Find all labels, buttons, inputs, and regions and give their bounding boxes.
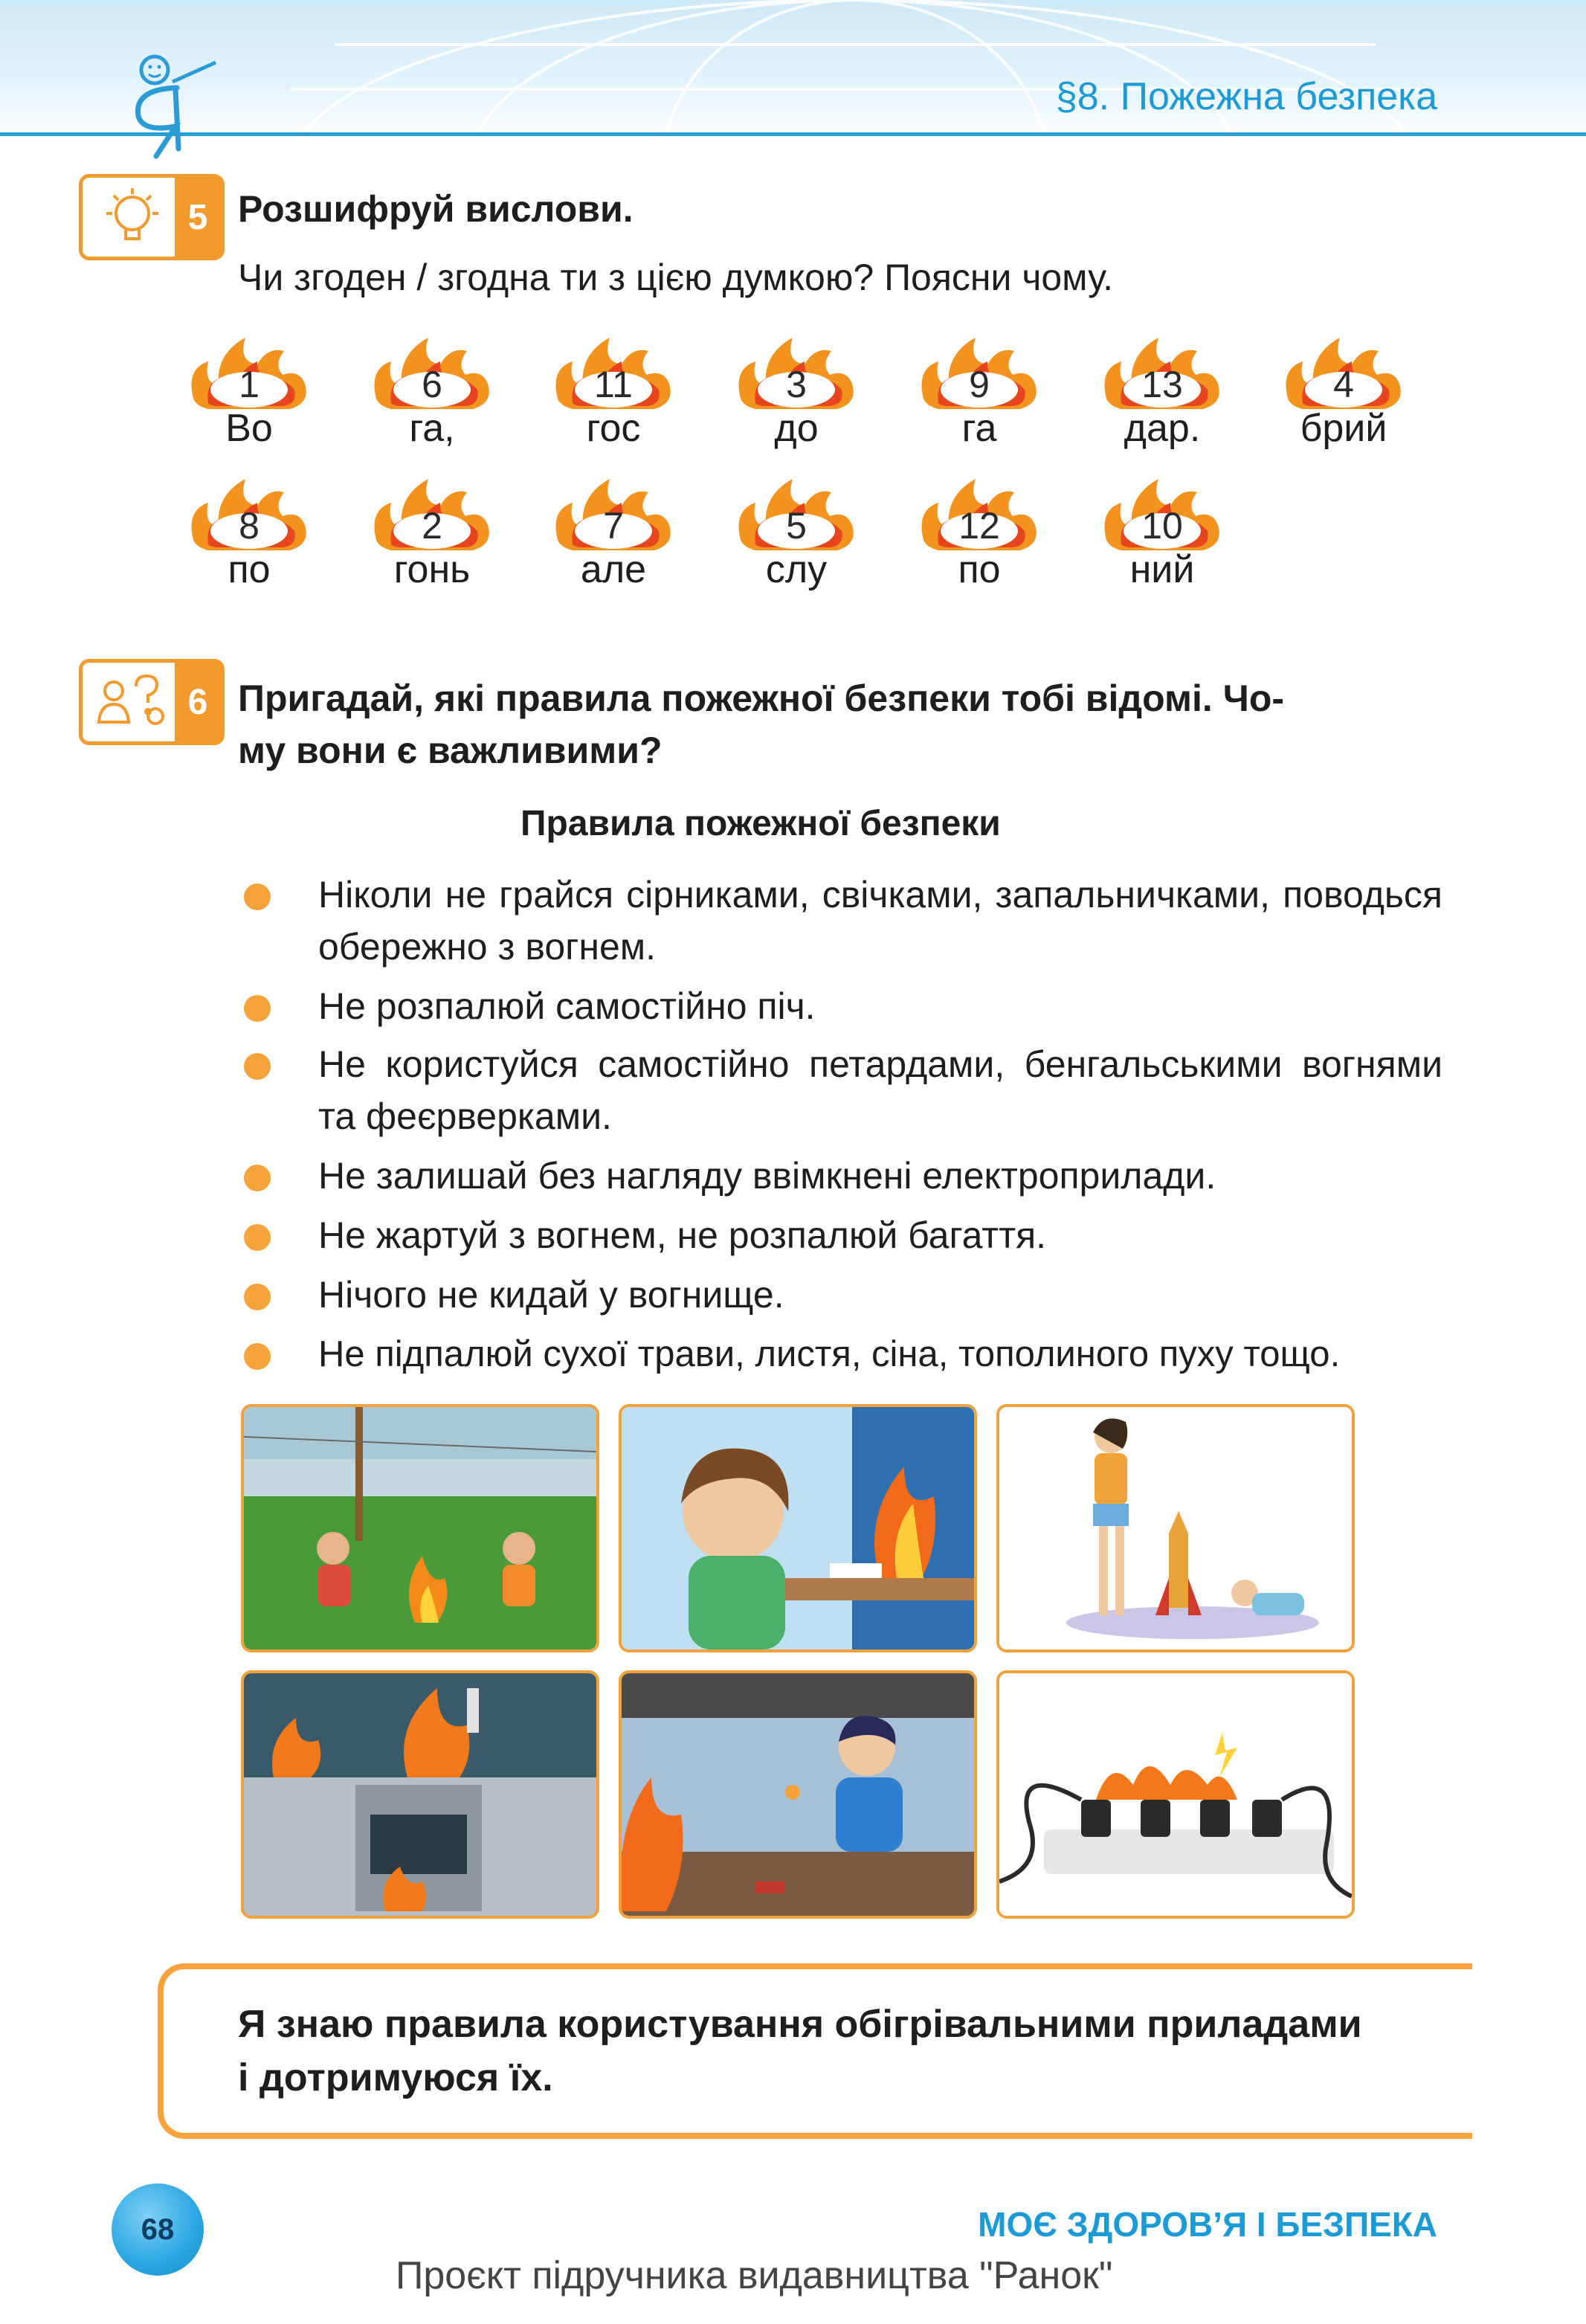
callout-line1: Я знаю правила користування обігрівальними приладами [238, 2003, 1362, 2046]
flame-card [361, 332, 503, 458]
header-divider [0, 132, 1586, 136]
task-5-subtitle: Чи згоден / згодна ти з цією думкою? Поясни чому. [238, 257, 1114, 298]
flame-card [1273, 332, 1414, 458]
people-question-icon [91, 670, 173, 734]
bullet-dot [244, 1053, 271, 1080]
flame-card [726, 332, 867, 458]
flame-word: по [958, 548, 1001, 591]
rule-item: Не жартуй з вогнем, не розпалюй багаття. [238, 1209, 1442, 1261]
flame-number: 8 [239, 505, 260, 547]
publisher-note: Проєкт підручника видавництва "Ранок" [396, 2254, 1113, 2297]
flame-word: Во [225, 407, 273, 450]
task-6-badge [79, 659, 225, 745]
flame-number: 11 [594, 364, 633, 405]
rule-item: Ніколи не грайся сірниками, свічками, запальничками, поводься обережно з вогнем. [238, 869, 1442, 973]
lightbulb-icon [91, 185, 173, 249]
task-5-badge [79, 174, 225, 260]
flame-card [178, 332, 320, 458]
rule-item: Не користуйся самостійно петардами, бенгальськими вогнями та феєрверками. [238, 1038, 1442, 1142]
flame-number: 2 [422, 505, 442, 547]
flame-number: 12 [958, 505, 1000, 547]
flame-word: до [774, 407, 819, 450]
illustration-boy-matches [619, 1670, 977, 1919]
flame-number: 3 [786, 364, 807, 405]
bullet-dot [244, 883, 271, 910]
flame-card [361, 473, 503, 599]
callout-line2: і дотримуюся їх. [238, 2056, 553, 2099]
flame-card [178, 473, 320, 599]
bullet-dot [244, 995, 271, 1022]
flame-word: брий [1300, 407, 1387, 450]
illustration-kids-campfire [241, 1404, 599, 1652]
flame-word: але [580, 548, 647, 591]
rule-item: Не залишай без нагляду ввімкнені електроприлади. [238, 1150, 1442, 1202]
page-number: 68 [112, 2183, 204, 2276]
book-title: МОЄ ЗДОРОВ’Я І БЕЗПЕКА [978, 2205, 1437, 2244]
illustration-overloaded-socket [996, 1670, 1355, 1919]
flame-card [543, 332, 684, 458]
rule-item: Не підпалюй сухої трави, листя, сіна, тополиного пуху тощо. [238, 1328, 1442, 1380]
flame-number: 9 [969, 364, 990, 405]
illustration-child-curtain-fire [619, 1404, 977, 1652]
bullet-dot [244, 1284, 271, 1310]
flame-word: по [228, 548, 271, 591]
bullet-dot [244, 1224, 271, 1251]
illustration-kitchen-fire [241, 1670, 599, 1919]
rule-item: Не розпалюй самостійно піч. [238, 980, 1442, 1032]
flame-word: дар. [1124, 407, 1201, 450]
task-6-title [238, 672, 1442, 776]
flame-number: 7 [603, 505, 624, 547]
callout-text [238, 1998, 1457, 2105]
illustration-woman-firework-child [996, 1404, 1355, 1652]
flame-number: 5 [786, 505, 807, 547]
flame-word: ний [1129, 548, 1195, 591]
task-number: 5 [175, 178, 221, 257]
flame-word: га [961, 407, 997, 450]
task-6-title-line1: Пригадай, які правила пожежної безпеки тобі відомі. Чо- [238, 677, 1285, 719]
task-6-title-line2: му вони є важливими? [238, 730, 663, 771]
flame-number: 6 [422, 364, 442, 405]
rules-heading: Правила пожежної безпеки [520, 804, 1001, 843]
globe-lines-decoration [0, 0, 1586, 141]
flame-number: 10 [1141, 505, 1183, 547]
flame-card [909, 332, 1050, 458]
flame-number: 1 [239, 364, 260, 405]
ya-logo-icon [104, 45, 223, 164]
flame-word: га, [409, 407, 455, 450]
bullet-dot [244, 1343, 271, 1370]
flame-number: 13 [1141, 364, 1183, 405]
rule-item: Нічого не кидай у вогнище. [238, 1269, 1442, 1321]
flame-number: 4 [1333, 364, 1354, 405]
flame-card [909, 473, 1050, 599]
flame-card [1092, 473, 1233, 599]
flame-card [726, 473, 867, 599]
flame-card [543, 473, 684, 599]
section-title: §8. Пожежна безпека [1055, 75, 1437, 118]
flame-card [1092, 332, 1233, 458]
flame-word: гонь [393, 548, 471, 591]
page-header [0, 0, 1586, 141]
flame-word: гос [586, 407, 641, 450]
bullet-dot [244, 1165, 271, 1191]
task-number: 6 [175, 663, 221, 741]
flame-word: слу [765, 548, 828, 591]
task-5-title: Розшифруй вислови. [238, 188, 634, 230]
